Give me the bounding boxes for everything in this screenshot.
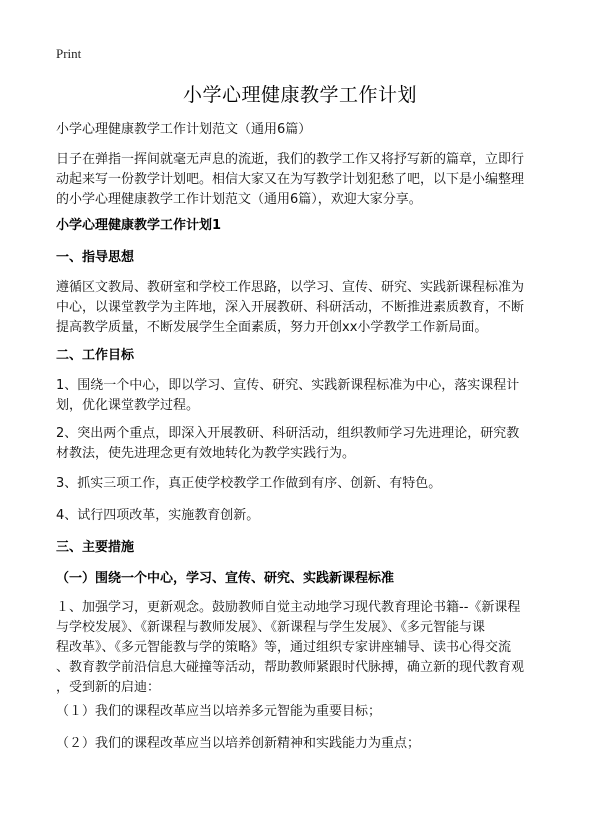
point-2: （２）我们的课程改革应当以培养创新精神和实践能力为重点； bbox=[56, 736, 421, 751]
measure-line: ，受到新的启迪： bbox=[56, 680, 161, 695]
intro-line: 日子在弹指一挥间就毫无声息的流逝，我们的教学工作又将抒写新的篇章，立即行 bbox=[56, 152, 525, 167]
section2-heading: 二、工作目标 bbox=[56, 348, 135, 363]
point-1: （１）我们的课程改革应当以培养多元智能为重要目标； bbox=[56, 704, 382, 719]
intro-line: 动起来写一份教学计划吧。相信大家又在为写教学计划犯愁了吧，以下是小编整理 bbox=[56, 172, 525, 187]
goal-line: 划，优化课堂教学过程。 bbox=[56, 398, 200, 413]
measure-line: 、教育教学前沿信息大碰撞等活动，帮助教师紧跟时代脉搏，确立新的现代教育观 bbox=[56, 660, 525, 675]
goal-2 bbox=[56, 424, 546, 464]
print-label[interactable]: Print bbox=[56, 46, 82, 61]
body-line: 提高教学质量，不断发展学生全面素质，努力开创xx小学教学工作新局面。 bbox=[56, 320, 488, 335]
goal-3: 3、抓实三项工作，真正使学校教学工作做到有序、创新、有特色。 bbox=[56, 476, 442, 491]
measure-line: １、加强学习，更新观念。鼓励教师自觉主动地学习现代教育理论书籍--《新课程 bbox=[56, 600, 521, 615]
goal-4: 4、试行四项改革，实施教育创新。 bbox=[56, 508, 260, 523]
intro-line: 的小学心理健康教学工作计划范文（通用6篇），欢迎大家分享。 bbox=[56, 192, 422, 207]
intro-paragraph bbox=[56, 150, 546, 210]
goal-line: 2、突出两个重点，即深入开展教研、科研活动，组织教师学习先进理论，研究教 bbox=[56, 426, 520, 441]
page-title: 小学心理健康教学工作计划 bbox=[182, 84, 417, 106]
measure-line: 程改革》、《多元智能教与学的策略》等，通过组织专家讲座辅导、读书心得交流 bbox=[56, 640, 512, 655]
section1-body bbox=[56, 278, 546, 338]
subsection1-heading: （一）围绕一个中心，学习、宣传、研究、实践新课程标准 bbox=[56, 571, 395, 586]
body-line: 中心，以课堂教学为主阵地，深入开展教研、科研活动，不断推进素质教育，不断 bbox=[56, 300, 525, 315]
measure-1 bbox=[56, 598, 546, 698]
subtitle: 小学心理健康教学工作计划范文（通用6篇） bbox=[56, 122, 312, 137]
measure-line: 与学校发展》、《新课程与教师发展》、《新课程与学生发展》、《多元智能与课 bbox=[56, 620, 486, 635]
goal-line: 1、围绕一个中心，即以学习、宣传、研究、实践新课程标准为中心，落实课程计 bbox=[56, 378, 520, 393]
body-line: 遵循区文教局、教研室和学校工作思路，以学习、宣传、研究、实践新课程标准为 bbox=[56, 280, 525, 295]
goal-1 bbox=[56, 376, 546, 416]
section1-heading: 一、指导思想 bbox=[56, 250, 135, 265]
section3-heading: 三、主要措施 bbox=[56, 540, 135, 555]
plan-heading: 小学心理健康教学工作计划1 bbox=[56, 218, 222, 233]
goal-line: 材教法，使先进理念更有效地转化为教学实践行为。 bbox=[56, 446, 356, 461]
